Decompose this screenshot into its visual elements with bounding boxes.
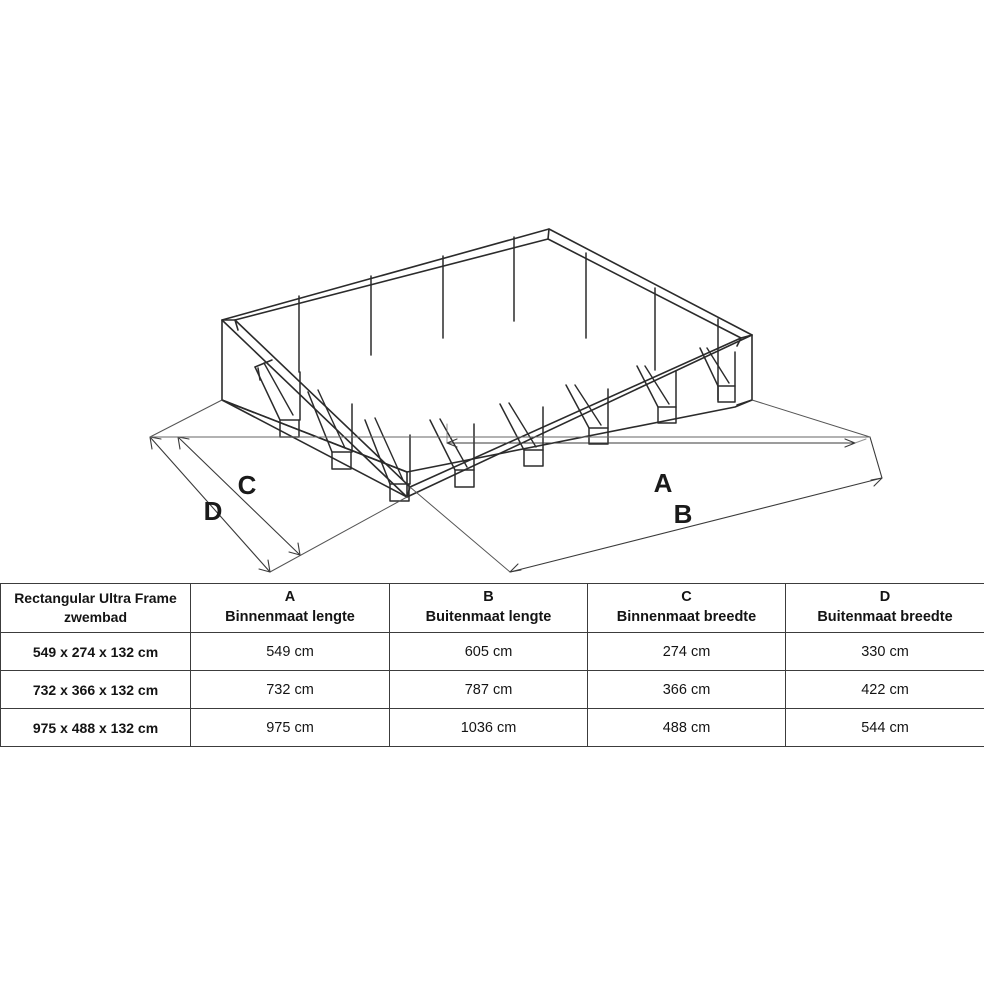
dimension-label-a: A bbox=[653, 468, 673, 498]
dimension-leader-a bbox=[447, 424, 866, 443]
table-cell-a: 549 cm bbox=[191, 633, 390, 671]
table-header-d bbox=[786, 584, 984, 633]
table-header-a bbox=[191, 584, 390, 633]
table-header-d-desc: Buitenmaat breedte bbox=[817, 609, 953, 625]
table-header-b-letter: B bbox=[483, 589, 494, 606]
pool-rail-back bbox=[548, 229, 549, 239]
table-row bbox=[1, 671, 984, 709]
table-header-c-letter: C bbox=[681, 589, 692, 606]
table-header-row bbox=[1, 584, 984, 633]
table-cell-b: 1036 cm bbox=[390, 709, 588, 747]
table-header-model-line2: zwembad bbox=[63, 609, 127, 625]
table-cell-c: 274 cm bbox=[588, 633, 786, 671]
table-header-b-desc: Buitenmaat lengte bbox=[425, 609, 552, 625]
table-cell-model: 732 x 366 x 132 cm bbox=[1, 671, 191, 709]
table-cell-model: 549 x 274 x 132 cm bbox=[1, 633, 191, 671]
table-cell-b: 605 cm bbox=[390, 633, 588, 671]
table-header-c bbox=[588, 584, 786, 633]
table-cell-model: 975 x 488 x 132 cm bbox=[1, 709, 191, 747]
pool-bottom-silhouette bbox=[222, 400, 752, 472]
table-header-b bbox=[390, 584, 588, 633]
table-header-c-desc: Binnenmaat breedte bbox=[616, 609, 757, 625]
table-header-d-letter: D bbox=[879, 589, 891, 606]
pool-top-rim-inner bbox=[235, 239, 741, 487]
table-cell-a: 975 cm bbox=[191, 709, 390, 747]
table-cell-d: 330 cm bbox=[786, 633, 984, 671]
table-header-model bbox=[1, 584, 191, 633]
table-cell-c: 366 cm bbox=[588, 671, 786, 709]
table-header-model-line1: Rectangular Ultra Frame bbox=[14, 590, 177, 607]
specification-table bbox=[0, 583, 984, 747]
specification-table-wrapper bbox=[0, 583, 984, 747]
pool-frame-legs-far bbox=[299, 237, 718, 400]
dimension-line-b bbox=[510, 437, 882, 572]
table-row bbox=[1, 633, 984, 671]
table-cell-d: 422 cm bbox=[786, 671, 984, 709]
table-cell-a: 732 cm bbox=[191, 671, 390, 709]
table-cell-d: 544 cm bbox=[786, 709, 984, 747]
table-header-a-letter: A bbox=[284, 589, 296, 606]
table-cell-b: 787 cm bbox=[390, 671, 588, 709]
dimension-extension-lines bbox=[150, 320, 870, 572]
dimension-line-a bbox=[447, 439, 855, 447]
dimension-label-c: C bbox=[237, 470, 257, 500]
table-row bbox=[1, 709, 984, 747]
table-cell-c: 488 cm bbox=[588, 709, 786, 747]
table-header-a-desc: Binnenmaat lengte bbox=[225, 609, 355, 625]
dimension-label-b: B bbox=[673, 499, 693, 529]
dimension-label-d: D bbox=[203, 496, 223, 526]
